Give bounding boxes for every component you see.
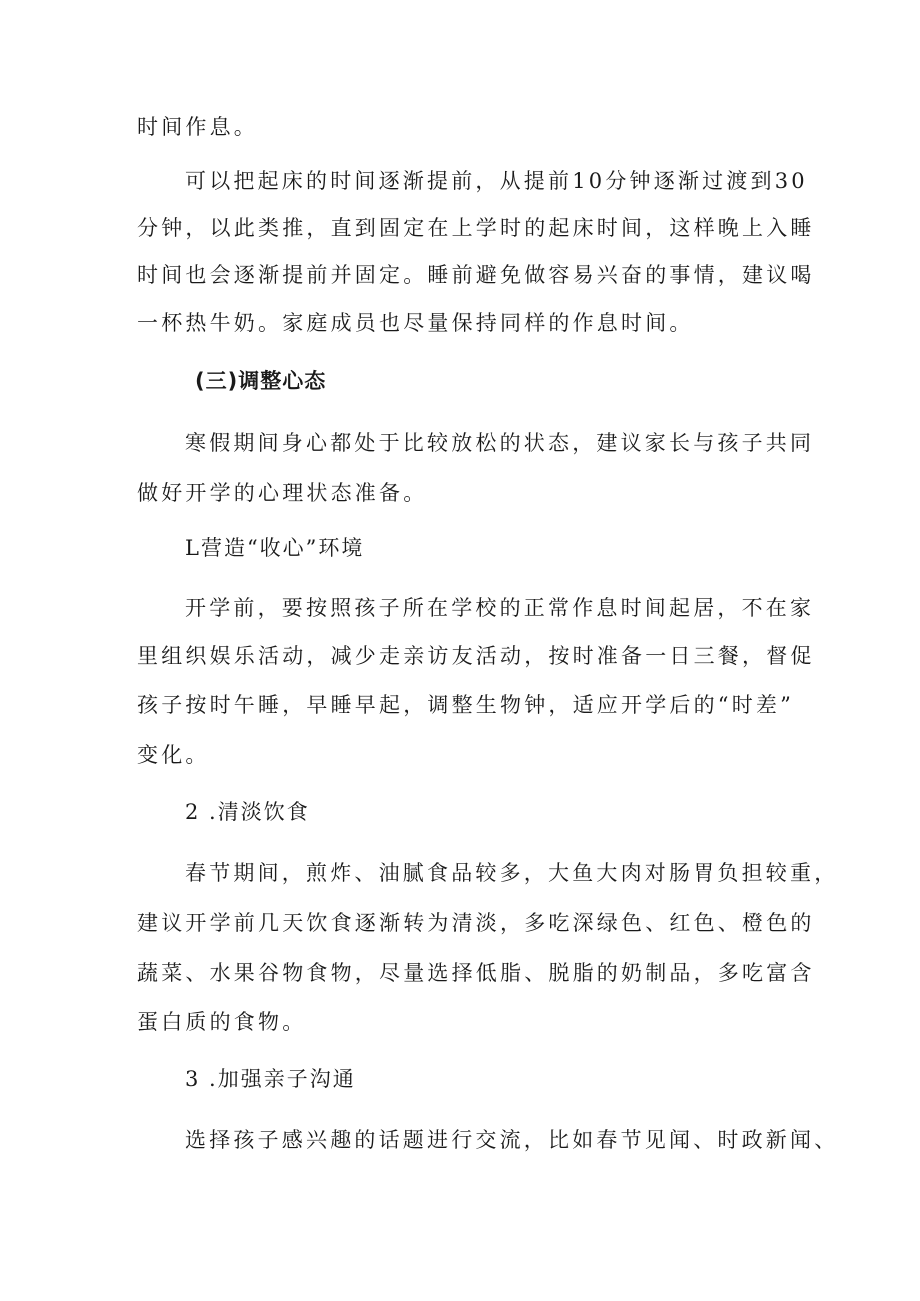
paragraph-line: 一杯热牛奶。家庭成员也尽量保持同样的作息时间。 xyxy=(137,311,694,335)
paragraph-line: 做好开学的心理状态准备。 xyxy=(137,481,428,505)
paragraph-line: 选择孩子感兴趣的话题进行交流，比如春节见闻、时政新闻、 xyxy=(185,1128,839,1152)
paragraph-line: 春节期间，煎炸、油腻食品较多，大鱼大肉对肠胃负担较重， xyxy=(185,861,839,885)
subheading: 2 .清淡饮食 xyxy=(185,800,310,824)
paragraph-line: 时间也会逐渐提前并固定。睡前避免做容易兴奋的事情，建议喝 xyxy=(137,263,815,287)
paragraph-line: 孩子按时午睡，早睡早起，调整生物钟，适应开学后的“时差” xyxy=(137,693,795,717)
paragraph-line: 里组织娱乐活动，减少走亲访友活动，按时准备一日三餐，督促 xyxy=(137,644,815,668)
subheading: L营造“收心”环境 xyxy=(185,536,365,560)
paragraph-line: 变化。 xyxy=(137,743,210,767)
paragraph-line: 开学前，要按照孩子所在学校的正常作息时间起居，不在家 xyxy=(185,596,815,620)
paragraph-line: 蔬菜、水果谷物食物，尽量选择低脂、脱脂的奶制品，多吃富含 xyxy=(137,961,815,985)
paragraph-line: 分钟，以此类推，直到固定在上学时的起床时间，这样晚上入睡 xyxy=(137,216,815,240)
subheading: 3 .加强亲子沟通 xyxy=(185,1067,356,1091)
paragraph-line: 寒假期间身心都处于比较放松的状态，建议家长与孩子共同 xyxy=(185,431,815,455)
paragraph-line: 时间作息。 xyxy=(137,115,258,139)
paragraph-line: 建议开学前几天饮食逐渐转为清淡，多吃深绿色、红色、橙色的 xyxy=(137,911,815,935)
section-heading: (三)调整心态 xyxy=(195,369,327,393)
paragraph-line: 蛋白质的食物。 xyxy=(137,1010,307,1034)
paragraph-line: 可以把起床的时间逐渐提前，从提前10分钟逐渐过渡到30 xyxy=(185,169,808,193)
